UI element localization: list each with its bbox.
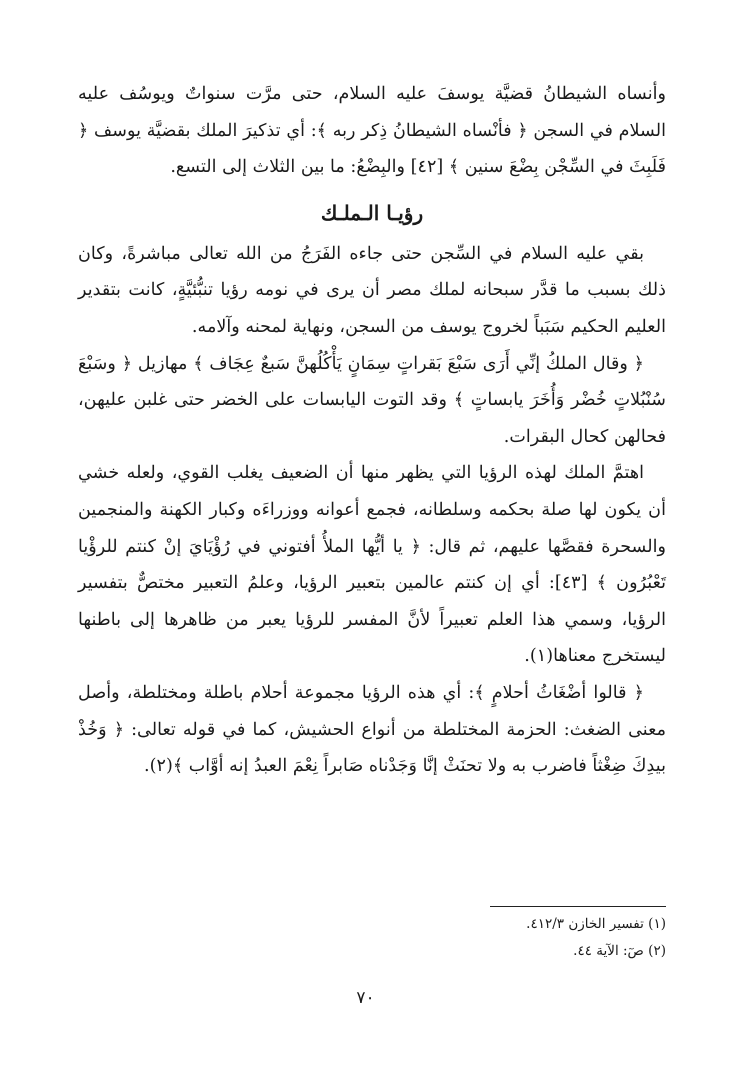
footnote-1: (١) تفسير الخازن ٤١٢/٣. — [526, 916, 666, 932]
footnotes — [78, 906, 666, 965]
paragraph-2: بقي عليه السلام في السِّجن حتى جاءه الفَرَجُ من الله تعالى مباشرةً، وكان ذلك بسبب ما قدَّر سبحانه لملك مصر أن يرى في نومه رؤيا تنبُّئيَّةٍ، كانت بتقدير العليم الحكيم سَبَباً لخروج يوسف من السجن، ونهاية لمحنه وآلامه. — [78, 243, 666, 337]
page-number: ٧٠ — [356, 988, 375, 1008]
footnote-divider — [490, 906, 666, 907]
footnote-2: (٢) صٓ: الآية ٤٤. — [573, 943, 666, 959]
paragraph-5: ﴿ قالوا أضْغَاثُ أحلامٍ ﴾: أي هذه الرؤيا مجموعة أحلام باطلة ومختلطة، وأصل معنى الضغث: الحزمة المختلطة من أنواع الحشيش، كما في قوله تعالى: ﴿ وَخُذْ بيدِكَ ضِغْثاً فاضرب به ولا تحنَثْ إنَّا وَجَدْناه صَابراً نِعْمَ العبدُ إنه أوَّاب ﴾(٢). — [78, 682, 666, 777]
page-body — [78, 76, 666, 785]
paragraph-4: اهتمَّ الملك لهذه الرؤيا التي يظهر منها أن الضعيف يغلب القوي، ولعله خشي أن يكون لها صلة بحكمه وسلطانه، فجمع أعوانه ووزراءَه وكبار الكهنة والمنجمين والسحرة فقصَّها عليهم، ثم قال: ﴿ يا أيُّها الملأُ أفتوني في رُؤْيَايَ إنْ كنتم للرؤْيا تَعْبُرُون ﴾ [٤٣]: أي إن كنتم عالمين بتعبير الرؤيا، وعلمُ التعبير مختصٌّ بتفسير الرؤيا، وسمي هذا العلم تعبيراً لأنَّ المفسر للرؤيا يعبر من ظاهرها إلى باطنها ليستخرج معناها(١). — [78, 463, 666, 667]
section-heading: رؤيـا الـملـك — [320, 200, 424, 225]
paragraph-3: ﴿ وقال الملكُ إنِّي أَرَى سَبْعَ بَقراتٍ سِمَانٍ يَأْكُلُهنَّ سَبعٌ عِجَاف ﴾ مهازيل ﴿ وسَبْعَ سُنْبُلاتٍ خُضْر وَأُخَرَ يابساتٍ ﴾ وقد التوت اليابسات على الخضر حتى غلبن عليهن، فحالهن كحال البقرات. — [78, 353, 666, 447]
paragraph-1: وأنساه الشيطانُ قضيَّة يوسفَ عليه السلام، حتى مرَّت سنواتٌ ويوسُف عليه السلام في السجن ﴿ فأنْساه الشيطانُ ذِكر ربه ﴾: أي تذكيرَ الملك بقضيَّة يوسف ﴿ فَلَبِثَ في السِّجْن بِضْعَ سنين ﴾ [٤٢] والبِضْعُ: ما بين الثلاث إلى التسع. — [78, 84, 666, 178]
